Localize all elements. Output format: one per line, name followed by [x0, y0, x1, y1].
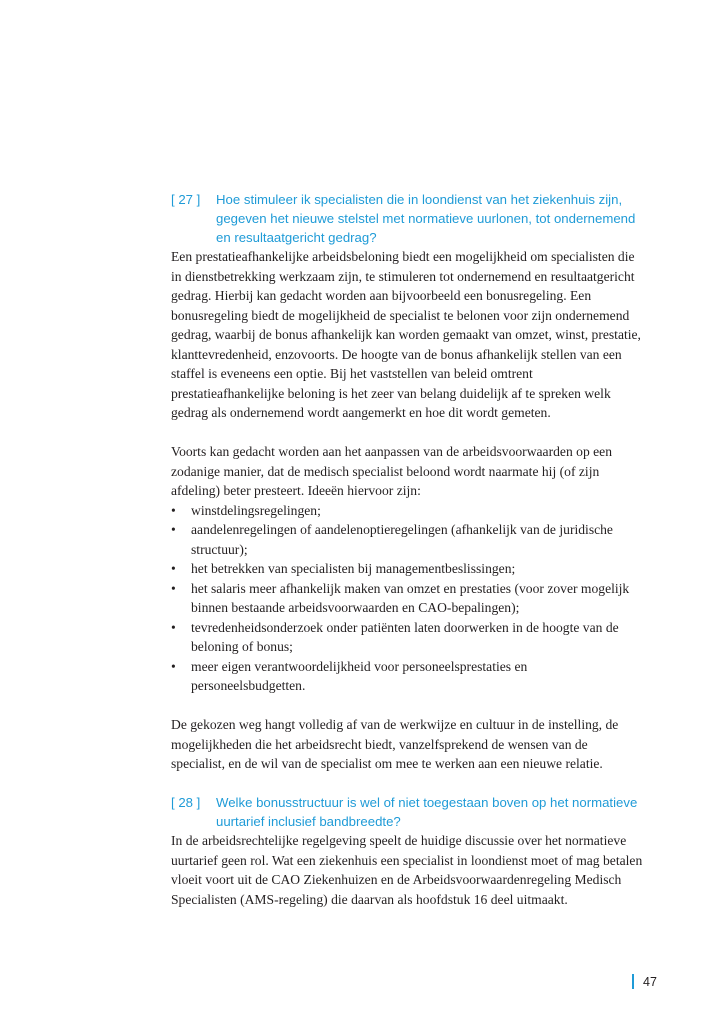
answer-paragraph: De gekozen weg hangt volledig af van de werkwijze en cultuur in de instelling, de mogelijkheden die het arbeidsrecht biedt, vanzelfsprekend de wensen van de specialist, en de wil van de specialist om mee te werken aan een nieuwe relatie.	[171, 717, 619, 771]
list-item: • het betrekken van specialisten bij managementbeslissingen;	[171, 559, 645, 579]
list-item: • tevredenheidsonderzoek onder patiënten laten doorwerken in de hoogte van de beloning of bonus;	[171, 618, 645, 657]
question-28	[171, 793, 645, 831]
question-number: [ 28 ]	[171, 795, 201, 810]
answer-paragraph: Voorts kan gedacht worden aan het aanpassen van de arbeidsvoorwaarden op een zodanige manier, dat de medisch specialist beloond wordt naarmate hij (of zijn afdeling) beter presteert. Ideeën hiervoor zijn:	[171, 444, 612, 498]
answer-paragraph: In de arbeidsrechtelijke regelgeving speelt de huidige discussie over het normatieve uurtarief geen rol. Wat een ziekenhuis een specialist in loondienst moet of mag betalen vloeit voort uit de CAO Ziekenhuizen en de Arbeidsvoorwaardenregeling Medisch Specialisten (AMS-regeling) die daarvan als hoofdstuk 16 deel uitmaakt.	[171, 833, 643, 907]
list-item: • het salaris meer afhankelijk maken van omzet en prestaties (voor zover mogelijk binnen bestaande arbeidsvoorwaarden en CAO-bepalingen);	[171, 579, 645, 618]
question-text: Hoe stimuleer ik specialisten die in loondienst van het ziekenhuis zijn, gegeven het nieuwe stelstel met normatieve uurlonen, tot ondernemend en resultaatgericht gedrag?	[216, 192, 636, 245]
page-number: 47	[643, 974, 657, 989]
list-item: • meer eigen verantwoordelijkheid voor personeelsprestaties en personeelsbudgetten.	[171, 657, 645, 696]
list-item: • winstdelingsregelingen;	[171, 501, 645, 521]
question-27	[171, 190, 645, 247]
page-content	[171, 190, 645, 909]
footer-divider	[632, 974, 634, 989]
answer-paragraph: Een prestatieafhankelijke arbeidsbeloning biedt een mogelijkheid om specialisten die in dienstbetrekking werkzaam zijn, te stimuleren tot ondernemend en resultaatgericht gedrag. Hierbij kan gedacht worden aan bijvoorbeeld een bonusregeling. Een bonusregeling biedt de mogelijkheid de specialist te belonen voor zijn ondernemend gedrag, waarbij de bonus afhankelijk kan worden gemaakt van omzet, winst, prestatie, klanttevredenheid, enzovoorts. De hoogte van de bonus afhankelijk stellen van een staffel is eveneens een optie. Bij het vaststellen van beleid omtrent prestatieafhankelijke beloning is het zeer van belang duidelijk af te spreken welk gedrag als ondernemend wordt aangemerkt en hoe dit wordt gemeten.	[171, 249, 641, 420]
question-text: Welke bonusstructuur is wel of niet toegestaan boven op het normatieve uurtarief inclusief bandbreedte?	[216, 795, 638, 829]
page-footer	[632, 974, 657, 989]
question-number: [ 27 ]	[171, 192, 201, 207]
list-item: • aandelenregelingen of aandelenoptieregelingen (afhankelijk van de juridische structuur);	[171, 520, 645, 559]
ideas-list	[171, 501, 645, 696]
